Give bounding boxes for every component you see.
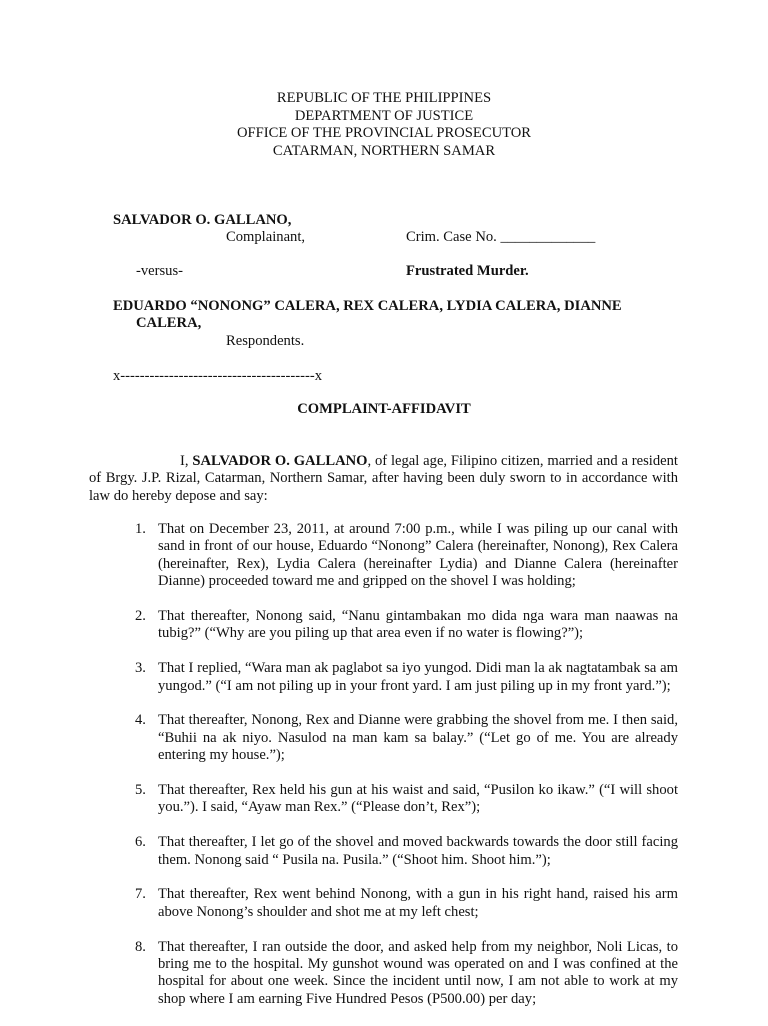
intro-affiant-name: SALVADOR O. GALLANO bbox=[192, 453, 368, 469]
item-number: 5. bbox=[135, 782, 146, 799]
header-location: CATARMAN, NORTHERN SAMAR bbox=[272, 142, 496, 159]
item-text: That on December 23, 2011, at around 7:00 p.m., while I was piling up our canal with sand in front of our house, Eduardo “Nonong” Calera (hereinafter, Nonong), Rex Calera (hereinafter, Rex), Lydia Calera (hereinafter Lydia) and Dianne Calera (hereinafter Dianne) proceeded toward me and gripped on the shovel I was holding; bbox=[158, 521, 678, 590]
header-republic: REPUBLIC OF THE PHILIPPINES bbox=[276, 90, 492, 106]
item-text: That I replied, “Wara man ak paglabot sa iyo yungod. Didi man la ak nagtatambak sa am yungod.” (“I am not piling up in your front yard. I am just piling up in my front yard.”); bbox=[158, 660, 678, 694]
case-number: Crim. Case No. _____________ bbox=[406, 229, 596, 245]
complainant-role: Complainant, bbox=[226, 229, 306, 245]
item-text: That thereafter, I let go of the shovel and moved backwards towards the door still facing them. Nonong said “ Pusila na. Pusila.” (“Shoot him. Shoot him.”); bbox=[158, 834, 678, 868]
respondents-names: EDUARDO “NONONG” CALERA, REX CALERA, LYDIA CALERA, DIANNE bbox=[113, 298, 622, 314]
item-number: 4. bbox=[135, 712, 146, 729]
intro-paragraph bbox=[89, 453, 678, 505]
list-item bbox=[89, 521, 678, 591]
list-item bbox=[89, 782, 678, 817]
list-item bbox=[89, 886, 678, 921]
caption-separator: x----------------------------------------x bbox=[113, 368, 322, 384]
document-header bbox=[0, 90, 768, 160]
item-text: That thereafter, Nonong said, “Nanu gintambakan mo dida nga wara man naawas na tubig?” (“Why are you piling up that area even if no water is flowing?”); bbox=[158, 608, 678, 642]
respondents-role: Respondents. bbox=[226, 333, 305, 349]
list-item bbox=[89, 608, 678, 643]
intro-pre: I, bbox=[180, 453, 193, 469]
statement-list bbox=[89, 521, 678, 1026]
list-item bbox=[89, 712, 678, 764]
intro-post: , of legal age, Filipino citizen, married and a resident of Brgy. J.P. Rizal, Catarman, Northern Samar, after having been duly sworn to in accordance with law do hereby depose and say: bbox=[89, 453, 678, 504]
list-item bbox=[89, 939, 678, 1009]
item-text: That thereafter, I ran outside the door, and asked help from my neighbor, Noli Licas, to bring me to the hospital. My gunshot wound was operated on and I was confined at the hospital for about one week. Since the incident until now, I am not able to work at my shop where I am earning Five Hundred Pesos (P500.00) per day; bbox=[158, 938, 678, 1007]
list-item bbox=[89, 660, 678, 695]
item-number: 3. bbox=[135, 660, 146, 677]
item-number: 2. bbox=[135, 608, 146, 625]
item-number: 6. bbox=[135, 834, 146, 851]
complainant-name: SALVADOR O. GALLANO, bbox=[113, 212, 292, 228]
list-item bbox=[89, 834, 678, 869]
versus-label: -versus- bbox=[136, 263, 184, 279]
item-number: 8. bbox=[135, 938, 146, 955]
item-number: 7. bbox=[135, 886, 146, 903]
item-text: That thereafter, Rex held his gun at his waist and said, “Pusilon ko ikaw.” (“I will shoot you.”). I said, “Ayaw man Rex.” (“Please don’t, Rex”); bbox=[158, 782, 678, 816]
item-number: 1. bbox=[135, 521, 146, 537]
document-title: COMPLAINT-AFFIDAVIT bbox=[297, 401, 471, 417]
item-text: That thereafter, Nonong, Rex and Dianne were grabbing the shovel from me. I then said, “Buhii na ak niyo. Nasulod na man kam sa balay.” (“Let go of me. You are already entering my house.”); bbox=[158, 712, 678, 764]
respondents-names-cont: CALERA, bbox=[136, 315, 202, 331]
item-text: That thereafter, Rex went behind Nonong, with a gun in his right hand, raised his arm above Nonong’s shoulder and shot me at my left chest; bbox=[158, 886, 678, 920]
header-department: DEPARTMENT OF JUSTICE bbox=[294, 107, 474, 124]
offense-label: Frustrated Murder. bbox=[406, 263, 529, 279]
header-office: OFFICE OF THE PROVINCIAL PROSECUTOR bbox=[236, 125, 532, 142]
